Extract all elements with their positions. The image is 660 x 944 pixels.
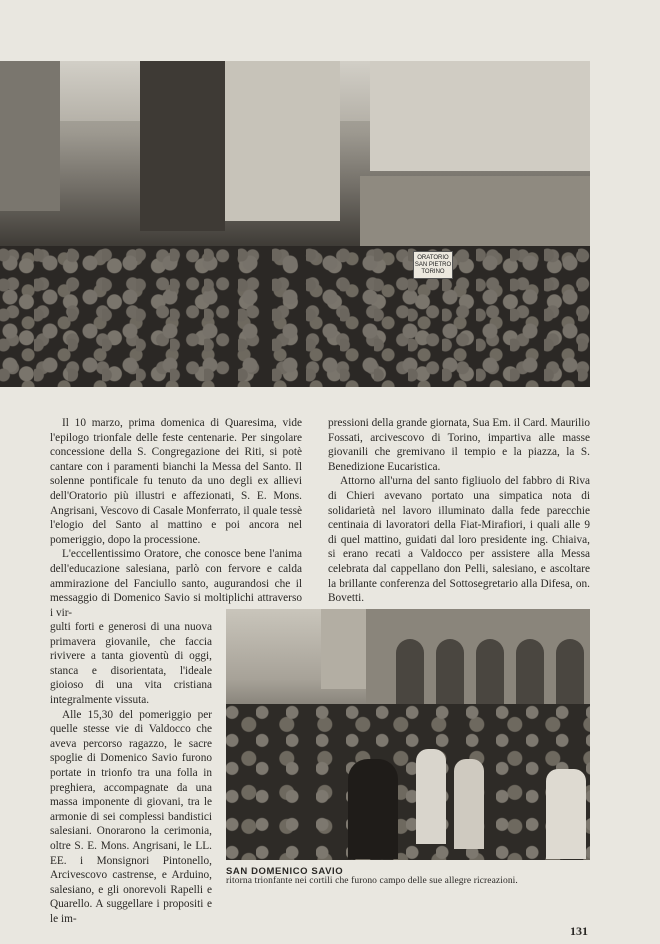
paragraph: L'eccellentissimo Oratore, che conosce bene l'anima dell'educazione salesiana, parlò con fervore e calda ammirazione del Fanciullo santo, augurandosi che il messaggio di Domenico Savio si moltiplichi attraverso i vir-: [50, 548, 302, 619]
text-column-left: [50, 416, 302, 620]
photo-arch: [556, 639, 584, 709]
photo-arch: [436, 639, 464, 709]
photo-priest: [348, 759, 398, 859]
photo-crowd: [226, 704, 590, 860]
paragraph: Il 10 marzo, prima domenica di Quaresima, vide l'epilogo trionfale delle feste centenarie. Per singolare concessione della S. Congregazione dei Riti, si potè cantare con i paramenti bianchi la Messa del Santo. Il solenne pontificale fu tenuto da uno degli ex allievi dell'Oratorio più illustri e affezionati, S. E. Mons. Angrisani, Vescovo di Casale Monferrato, il quale tessè l'elogio del Santo al mattino e poi ancora nel pomeriggio, dopo la processione.: [50, 417, 302, 546]
photo-clergy: [454, 759, 484, 849]
text-column-right: [328, 416, 590, 606]
procession-photo: [226, 609, 590, 860]
photo-arch: [516, 639, 544, 709]
photo-arch: [396, 639, 424, 709]
text-column-bottom-left: [50, 620, 212, 926]
photo-clergy: [546, 769, 586, 859]
paragraph: gulti forti e generosi di una nuova primavera giovanile, che faccia rivivere a tanta gioventù di oggi, stanca e disorientata, l'ideale gioioso di una vita cristiana integralmente vissuta.: [50, 621, 212, 706]
photo-crowd: [0, 246, 590, 387]
caption-title: SAN DOMENICO SAVIO: [226, 866, 344, 877]
paragraph: Attorno all'urna del santo figliuolo del fabbro di Riva di Chieri avevano portato una simpatica nota di solidarietà nel lavoro illuminato dalla fede parecchie centinaia di lavoratori della Fiat-Mirafiori, i quali alle 9 di quel mattino, guidati dal loro presidente ing. Chiaiva, si erano recati a Valdocco per assistere alla Messa celebrata dal cappellano don Pelli, salesiano, e ascoltare la brillante conferenza del Sottosegretario alla Difesa, on. Bovetti.: [328, 475, 590, 605]
crowd-photo: [0, 61, 590, 387]
paragraph: Alle 15,30 del pomeriggio per quelle stesse vie di Valdocco che aveva percorso ragazzo, le sacre spoglie di Domenico Savio furono portate in trionfo tra una folla in preghiera, accompagnate da una massa imponente di giovani, tra le armonie di sei complessi bandistici salesiani. Onorarono la cerimonia, oltre S. E. Mons. Angrisani, le LL. EE. i Monsignori Pintonello, Arcivescovo castrense, e Arduino, salesiano, e gli onorevoli Rapelli e Quarello. A suggellare i propositi e le im-: [50, 708, 212, 925]
caption-body: ritorna trionfante nei cortili che furono campo delle sue allegre ricreazioni.: [226, 876, 518, 886]
paragraph: pressioni della grande giornata, Sua Em. il Card. Maurilio Fossati, arcivescovo di Torino, impartiva alle masse giovanili che gremivano il tempio e la piazza, la S. Benedizione Eucaristica.: [328, 417, 590, 473]
photo-monument: [140, 61, 225, 231]
photo-building-right: [370, 61, 590, 171]
photo-clergy: [416, 749, 446, 844]
page-number: 131: [570, 924, 588, 938]
photo-building-left: [0, 61, 60, 211]
photo-building-center: [215, 61, 340, 221]
photo-arch: [476, 639, 504, 709]
photo-sign: ORATORIO SAN PIETRO TORINO: [413, 251, 453, 279]
